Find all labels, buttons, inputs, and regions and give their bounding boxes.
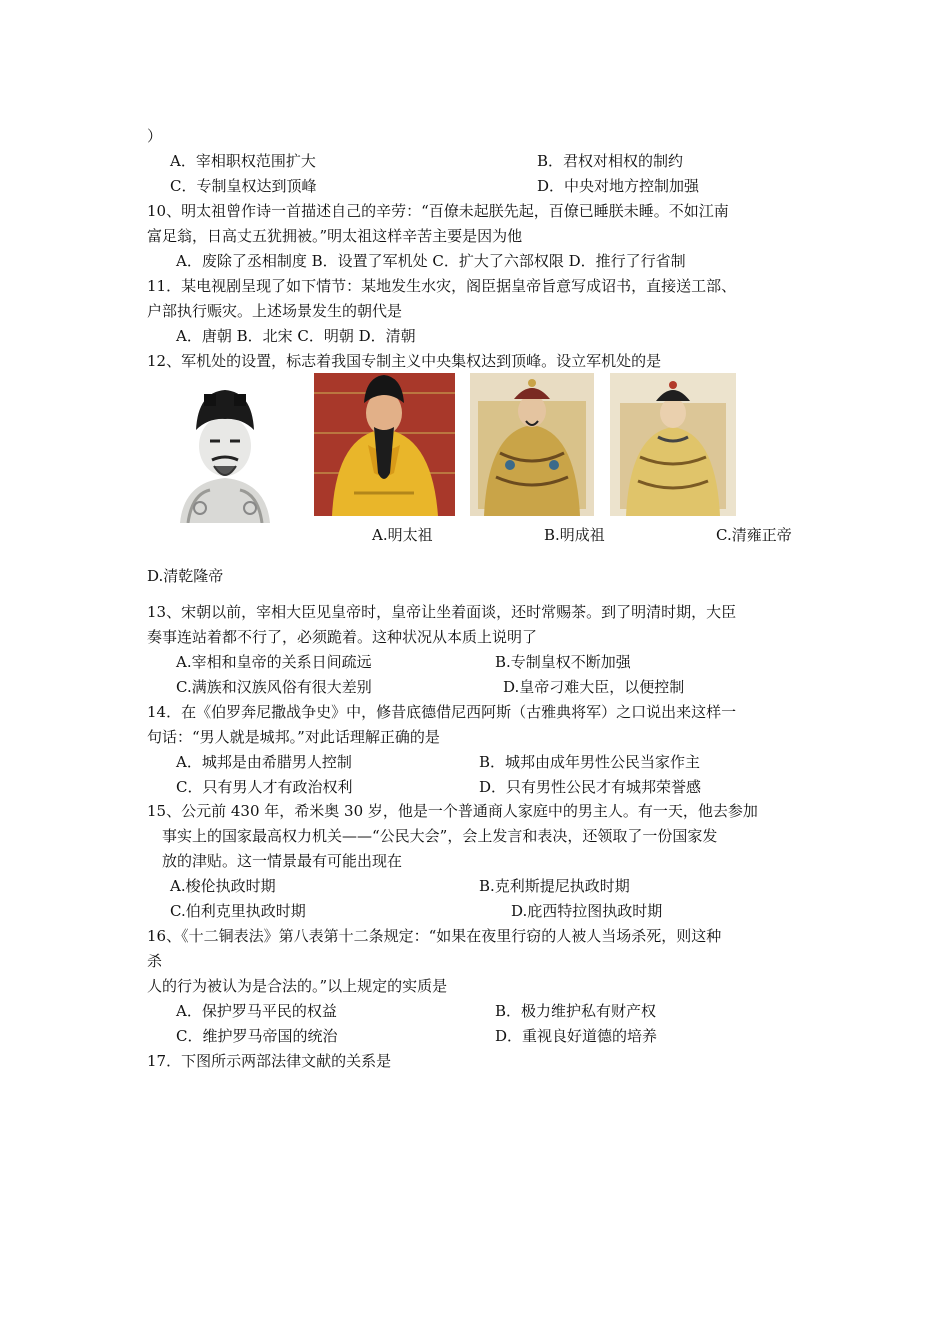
q15-stem-line1: 15、公元前 430 年，希米奥 30 岁，他是一个普通商人家庭中的男主人。有一天，他去参加 bbox=[147, 802, 758, 820]
qing-yongzheng-portrait bbox=[470, 373, 594, 516]
q13-stem-line1: 13、宋朝以前，宰相大臣见皇帝时，皇帝让坐着面谈，还时常赐茶。到了明清时期，大臣 bbox=[147, 603, 737, 621]
q16-option-b: B．极力维护私有财产权 bbox=[495, 1002, 657, 1020]
q14-stem-line1: 14．在《伯罗奔尼撒战争史》中，修昔底德借尼西阿斯（古雅典将军）之口说出来这样一 bbox=[147, 703, 737, 721]
q13-option-b: B.专制皇权不断加强 bbox=[495, 653, 631, 671]
q16-option-c: C．维护罗马帝国的统治 bbox=[176, 1027, 338, 1045]
q15-option-a: A.梭伦执政时期 bbox=[170, 877, 276, 895]
q10-stem-line1: 10、明太祖曾作诗一首描述自己的辛劳：“百僚未起朕先起，百僚已睡朕未睡。不如江南 bbox=[147, 202, 729, 220]
q9-option-a: A．宰相职权范围扩大 bbox=[170, 152, 316, 170]
q12-option-b: B.明成祖 bbox=[544, 526, 605, 544]
q12-stem: 12、军机处的设置，标志着我国专制主义中央集权达到顶峰。设立军机处的是 bbox=[147, 352, 662, 370]
q10-options: A．废除了丞相制度 B．设置了军机处 C．扩大了六部权限 D．推行了行省制 bbox=[176, 252, 686, 270]
q10-stem-line2: 富足翁，日高丈五犹拥被。”明太祖这样辛苦主要是因为他 bbox=[147, 227, 523, 245]
q11-stem-line2: 户部执行赈灾。上述场景发生的朝代是 bbox=[147, 302, 403, 320]
q13-option-a: A.宰相和皇帝的关系日间疏远 bbox=[176, 653, 372, 671]
q11-options: A．唐朝 B．北宋 C．明朝 D．清朝 bbox=[176, 327, 416, 345]
q12-option-d: D.清乾隆帝 bbox=[147, 567, 224, 585]
q15-option-d: D.庇西特拉图执政时期 bbox=[511, 902, 663, 920]
q15-stem-line3: 放的津贴。这一情景最有可能出现在 bbox=[162, 852, 403, 870]
q15-stem-line2: 事实上的国家最高权力机关——“公民大会”，会上发言和表决，还领取了一份国家发 bbox=[162, 827, 718, 845]
q16-option-d: D．重视良好道德的培养 bbox=[495, 1027, 658, 1045]
q13-option-d: D.皇帝刁难大臣，以便控制 bbox=[503, 678, 685, 696]
q13-stem-line2: 奏事连站着都不行了，必须跪着。这种状况从本质上说明了 bbox=[147, 628, 538, 646]
q12-option-a: A.明太祖 bbox=[372, 526, 433, 544]
q9-stem-end: ） bbox=[147, 127, 163, 145]
q9-option-b: B．君权对相权的制约 bbox=[537, 152, 684, 170]
q14-option-d: D．只有男性公民才有城邦荣誉感 bbox=[479, 778, 702, 796]
q11-stem-line1: 11．某电视剧呈现了如下情节：某地发生水灾，阁臣据皇帝旨意写成诏书，直接送工部、 bbox=[147, 277, 737, 295]
q14-stem-line2: 句话：“男人就是城邦。”对此话理解正确的是 bbox=[147, 728, 440, 746]
ming-taizu-portrait bbox=[170, 386, 280, 523]
q16-option-a: A．保护罗马平民的权益 bbox=[176, 1002, 337, 1020]
ming-chengzu-portrait bbox=[314, 373, 455, 516]
q9-option-c: C．专制皇权达到顶峰 bbox=[170, 177, 317, 195]
q9-option-d: D．中央对地方控制加强 bbox=[537, 177, 700, 195]
q13-option-c: C.满族和汉族风俗有很大差别 bbox=[176, 678, 372, 696]
q16-stem-line2: 杀 bbox=[147, 952, 163, 970]
q14-option-b: B．城邦由成年男性公民当家作主 bbox=[479, 753, 701, 771]
q15-option-b: B.克利斯提尼执政时期 bbox=[479, 877, 630, 895]
q16-stem-line1: 16、《十二铜表法》第八表第十二条规定：“如果在夜里行窃的人被人当场杀死，则这种 bbox=[147, 927, 722, 945]
q15-option-c: C.伯利克里执政时期 bbox=[170, 902, 306, 920]
q12-option-c: C.清雍正帝 bbox=[716, 526, 792, 544]
qing-qianlong-portrait bbox=[610, 373, 736, 516]
q14-option-c: C．只有男人才有政治权利 bbox=[176, 778, 353, 796]
q17-stem: 17．下图所示两部法律文献的关系是 bbox=[147, 1052, 392, 1070]
q14-option-a: A．城邦是由希腊男人控制 bbox=[176, 753, 352, 771]
q16-stem-line3: 人的行为被认为是合法的。”以上规定的实质是 bbox=[147, 977, 448, 995]
